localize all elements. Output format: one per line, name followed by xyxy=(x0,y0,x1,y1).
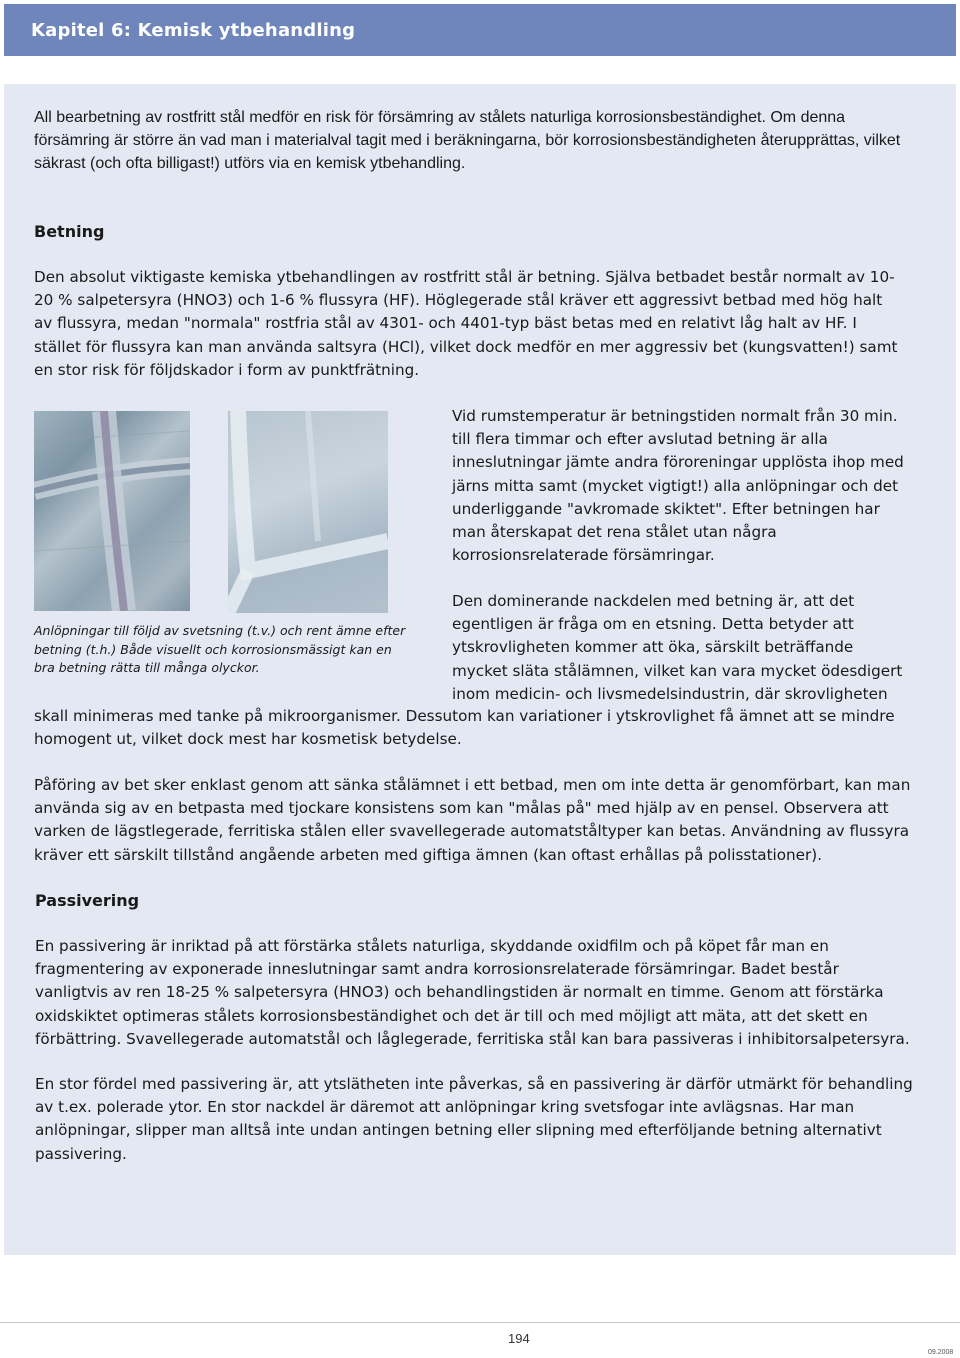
clean-pickled-weld-photo xyxy=(228,411,388,613)
chapter-header-bar xyxy=(4,4,956,56)
betning-paragraph-4: Påföring av bet sker enklast genom att sänka stålämnet i ett betbad, men om inte detta är genomförbart, kan man använda sig av en betpasta med tjockare konsistens som kan "målas på" med hjälp av en pensel. Observera att varken de lägstlegerade, ferritiska stålen eller svavellegerade automatståltyper kan betas. Användning av flussyra kräver ett särskilt tillstånd angående arbeten med giftiga ämnen (kan oftast erhållas på polisstationer). xyxy=(34,776,911,864)
page-number: 194 xyxy=(508,1331,530,1346)
betning-paragraph-3-column: Den dominerande nackdelen med betning är, att det egentligen är fråga om en etsning. Detta betyder att ytskrovligheten kommer att öka, särskilt beträffande mycket släta stålämnen, vilket kan vara mycket ödesdigert inom medicin- och livsmedelsindustrin, där skrovligheten xyxy=(452,592,903,703)
chapter-title: Kapitel 6: Kemisk ytbehandling xyxy=(31,20,356,41)
betning-paragraph-3-continued: skall minimeras med tanke på mikroorganismer. Dessutom kan variationer i ytskrovlighet få ämnet att se mindre homogent ut, vilket dock mest har kosmetisk betydelse. xyxy=(34,707,895,749)
betning-paragraph-2: Vid rumstemperatur är betningstiden normalt från 30 min. till flera timmar och efter avslutad betning är alla inneslutningar jämte andra föroreningar upplösta ihop med järns mitta samt (mycket vigtigt!) alla anlöpningar och det underliggande "avkromade skiktet". Efter betningen har man återskapat det rena stålet utan några korrosionsrelaterade försämringar. xyxy=(452,407,904,565)
print-date: 09.2008 xyxy=(928,1349,954,1356)
passivering-paragraph-2: En stor fördel med passivering är, att ytslätheten inte påverkas, så en passivering är därför utmärkt för behandling av t.ex. polerade ytor. En stor nackdel är däremot att anlöpningar kring svetsfogar inte avlägsnas. Har man anlöpningar, slipper man alltså inte undan antingen betning eller slipning med efterföljande betning alternativt passivering. xyxy=(35,1075,913,1163)
betning-paragraph-1: Den absolut viktigaste kemiska ytbehandlingen av rostfritt stål är betning. Själva betbadet består normalt av 10-20 % salpetersyra (HNO3) och 1-6 % flussyra (HF). Höglegerade stål kräver ett aggressivt betbad med hög halt av flussyra, medan "normala" rostfria stål av 4301- och 4401-typ bäst betas med en relativt låg halt av HF. I stället för flussyra kan man använda saltsyra (HCl), vilket dock medför en mer aggressiv bet (kungsvatten!) samt en stor risk för följdskador i form av punktfrätning. xyxy=(34,268,898,379)
intro-paragraph: All bearbetning av rostfritt stål medför en risk för försämring av stålets naturliga korrosionsbeständighet. Om denna försämring är större än vad man i materialval tagit med i beräkningarna, bör korrosionsbeständigheten återupprättas, vilket säkrast (och ofta billigast!) utförs via en kemisk ytbehandling. xyxy=(34,109,901,173)
weld-discoloration-photo xyxy=(34,411,190,611)
section-heading-passivering: Passivering xyxy=(35,891,140,910)
photo-caption: Anlöpningar till följd av svetsning (t.v.) och rent ämne efter betning (t.h.) Både visuellt och korrosionsmässigt kan en bra betning rätta till många olyckor. xyxy=(34,623,406,675)
footer-divider xyxy=(0,1322,960,1323)
section-heading-betning: Betning xyxy=(34,222,105,241)
passivering-paragraph-1: En passivering är inriktad på att förstärka stålets naturliga, skyddande oxidfilm och på köpet får man en fragmentering av exponerade inneslutningar samt andra korrosionsrelaterade försämringar. Badet består vanligtvis av ren 18-25 % salpetersyra (HNO3) och behandlingstiden är normalt en timme. Genom att förstärka oxidskiktet optimeras stålets korrosionsbeständighet och det är till och med möjligt att mäta, att det skett en förbättring. Svavellegerade automatstål och låglegerade, ferritiska stål kan bara passiveras i inhibitorsalpetersyra. xyxy=(35,937,910,1048)
